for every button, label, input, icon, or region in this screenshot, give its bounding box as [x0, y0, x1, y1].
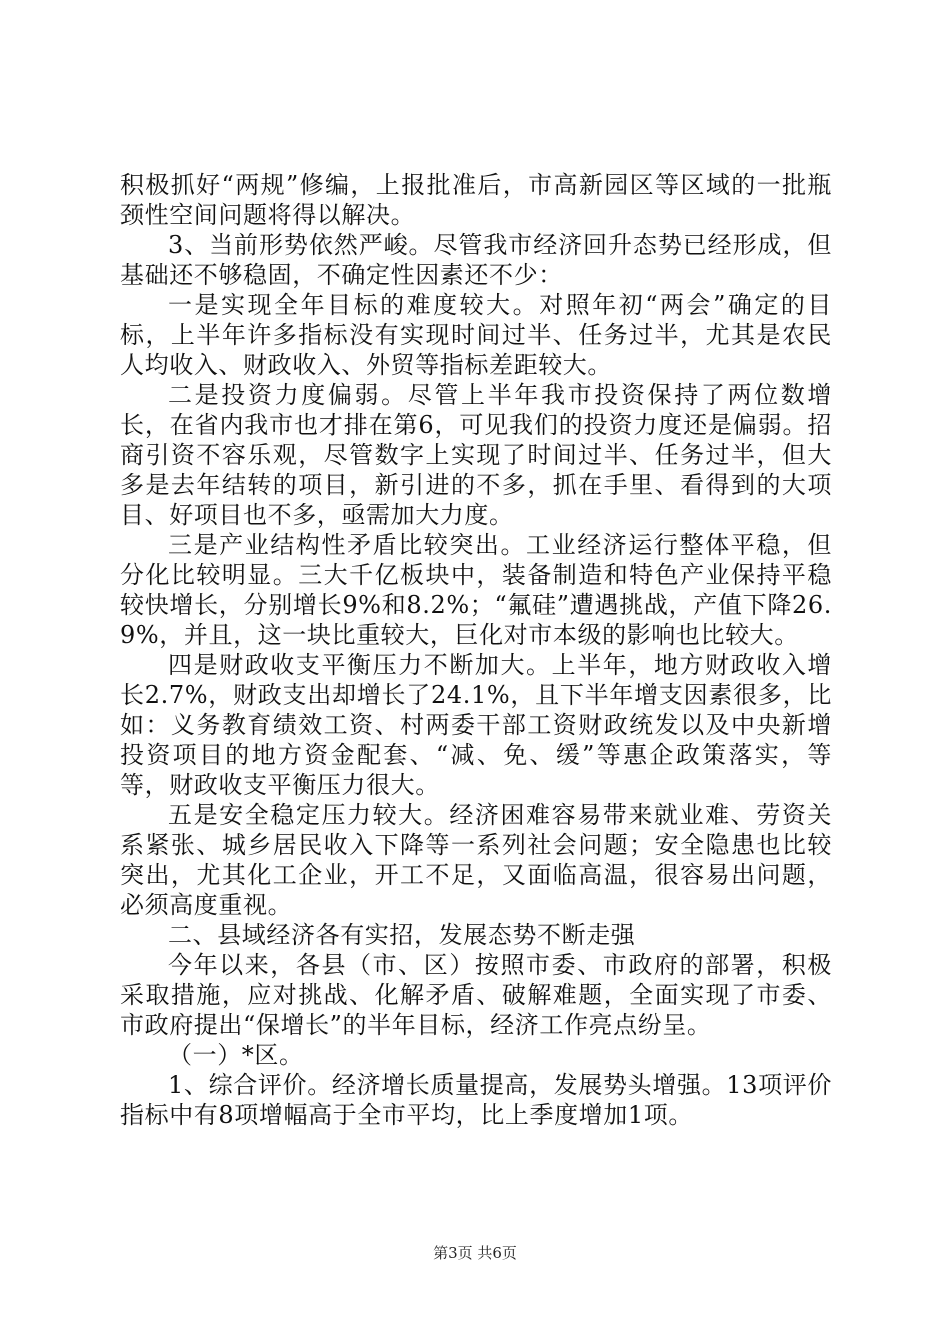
paragraph: 三是产业结构性矛盾比较突出。工业经济运行整体平稳，但分化比较明显。三大千亿板块中，装备制造和特色产业保持平稳较快增长，分别增长9%和8.2%；“氟硅”遭遇挑战，产值下降26.9%，并且，这一块比重较大，巨化对市本级的影响也比较大。 — [120, 531, 832, 649]
paragraph: 今年以来，各县（市、区）按照市委、市政府的部署，积极采取措施，应对挑战、化解矛盾、破解难题，全面实现了市委、市政府提出“保增长”的半年目标，经济工作亮点纷呈。 — [120, 951, 832, 1039]
paragraph: 二是投资力度偏弱。尽管上半年我市投资保持了两位数增长，在省内我市也才排在第6，可见我们的投资力度还是偏弱。招商引资不容乐观，尽管数字上实现了时间过半、任务过半，但大多是去年结转的项目，新引进的不多，抓在手里、看得到的大项目、好项目也不多，亟需加大力度。 — [120, 381, 832, 529]
paragraph: 四是财政收支平衡压力不断加大。上半年，地方财政收入增长2.7%，财政支出却增长了24.1%，且下半年增支因素很多，比如：义务教育绩效工资、村两委干部工资财政统发以及中央新增投资项目的地方资金配套、“减、免、缓”等惠企政策落实，等等，财政收支平衡压力很大。 — [120, 651, 832, 799]
page-footer: 第3页 共6页 — [433, 1244, 517, 1262]
paragraph: 一是实现全年目标的难度较大。对照年初“两会”确定的目标，上半年许多指标没有实现时间过半、任务过半，尤其是农民人均收入、财政收入、外贸等指标差距较大。 — [120, 291, 832, 379]
section-heading: 二、县域经济各有实招，发展态势不断走强 — [168, 921, 636, 949]
subsection-heading: （一）*区。 — [168, 1041, 304, 1069]
paragraph: 1、综合评价。经济增长质量提高，发展势头增强。13项评价指标中有8项增幅高于全市平均，比上季度增加1项。 — [120, 1071, 832, 1129]
paragraph: 3、当前形势依然严峻。尽管我市经济回升态势已经形成，但基础还不够稳固，不确定性因素还不少： — [120, 231, 832, 289]
document-body — [120, 170, 832, 1130]
paragraph: 积极抓好“两规”修编，上报批准后，市高新园区等区域的一批瓶颈性空间问题将得以解决。 — [120, 171, 832, 229]
paragraph: 五是安全稳定压力较大。经济困难容易带来就业难、劳资关系紧张、城乡居民收入下降等一系列社会问题；安全隐患也比较突出，尤其化工企业，开工不足，又面临高温，很容易出问题，必须高度重视。 — [120, 801, 832, 919]
